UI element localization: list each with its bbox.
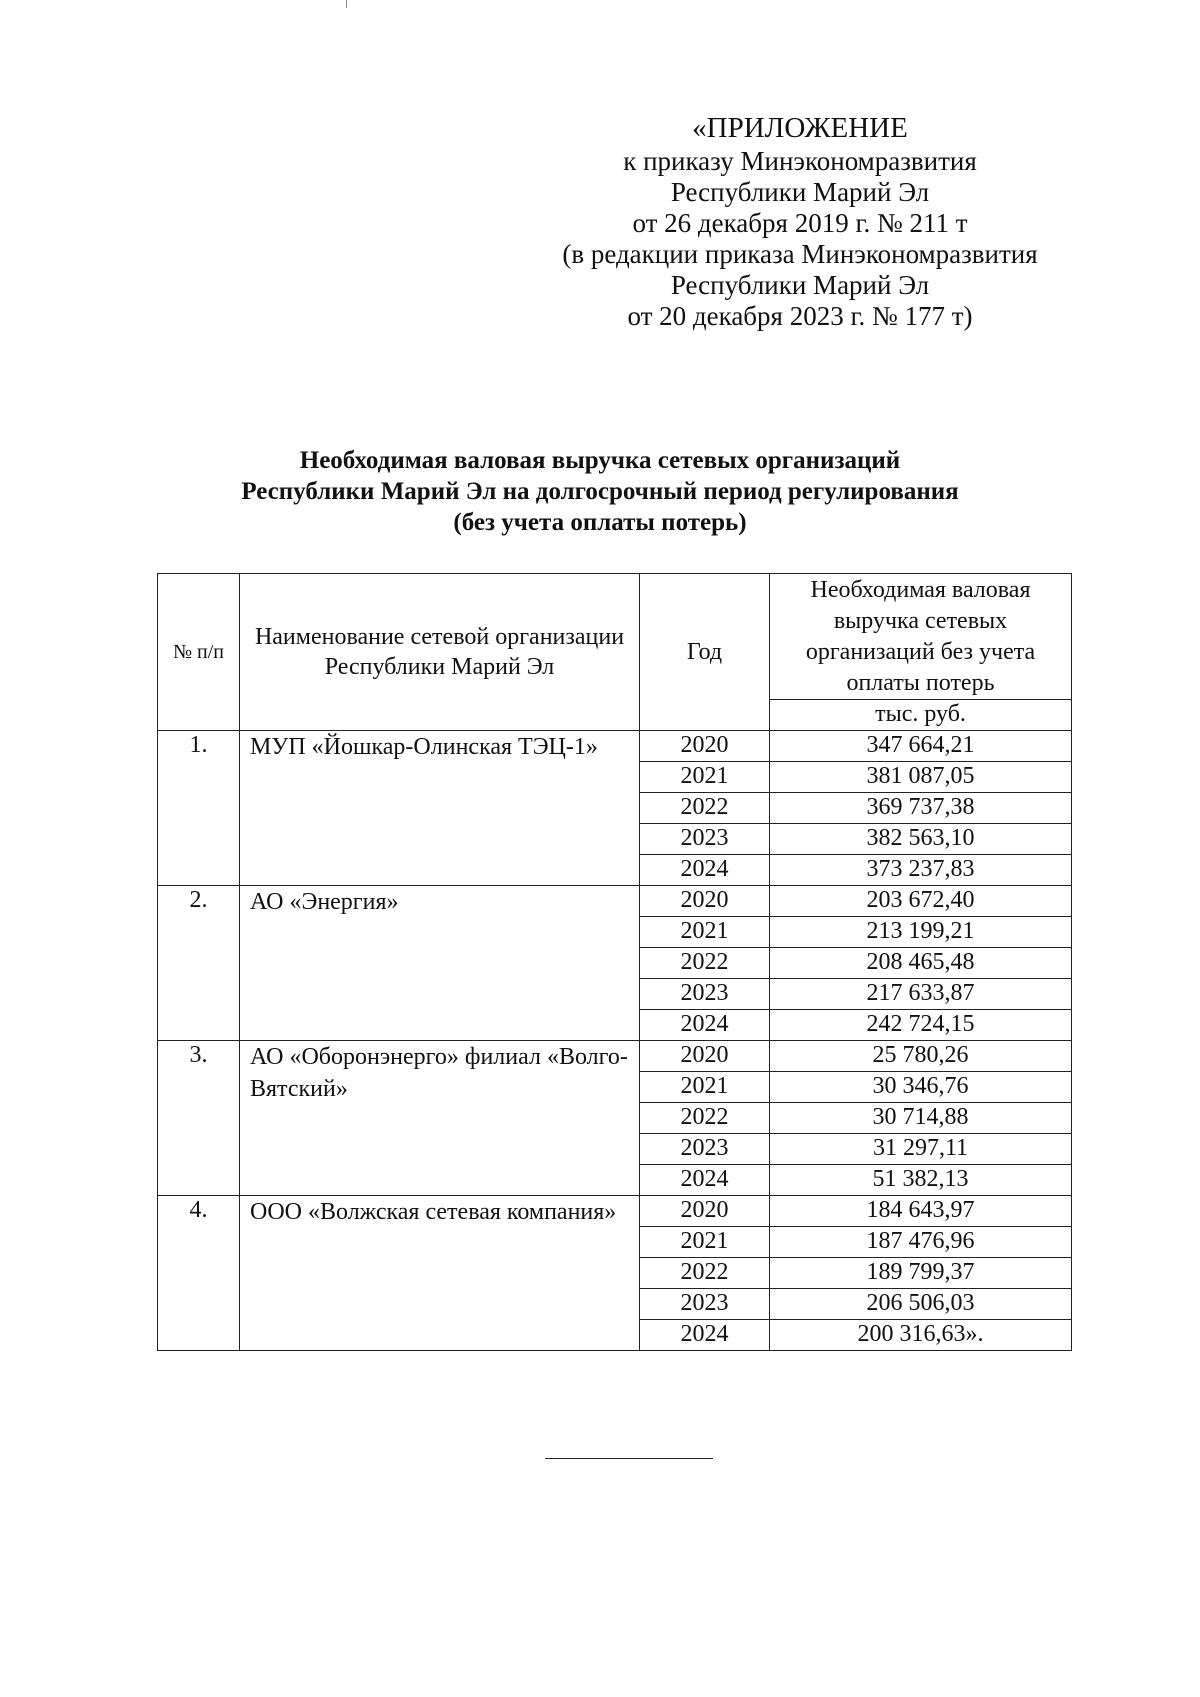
header-revenue: Необходимая валовая выручка сетевых организаций без учета оплаты потерь (770, 574, 1072, 700)
title-line: Необходимая валовая выручка сетевых организаций (299, 447, 901, 474)
revenue-value-cell: 208 465,48 (770, 948, 1072, 979)
header-year: Год (640, 574, 770, 731)
year-cell: 2022 (640, 948, 770, 979)
year-cell: 2023 (640, 979, 770, 1010)
appendix-line: (в редакции приказа Минэкономразвития (562, 239, 1038, 269)
revenue-value-cell: 25 780,26 (770, 1041, 1072, 1072)
title-line: Республики Марий Эл на долгосрочный период регулирования (241, 478, 959, 505)
year-cell: 2023 (640, 1134, 770, 1165)
year-cell: 2020 (640, 1196, 770, 1227)
revenue-value-cell: 31 297,11 (770, 1134, 1072, 1165)
year-cell: 2021 (640, 917, 770, 948)
document-title (140, 445, 1060, 538)
year-cell: 2022 (640, 1258, 770, 1289)
year-cell: 2024 (640, 1010, 770, 1041)
year-cell: 2021 (640, 762, 770, 793)
table-body (158, 574, 1072, 1351)
row-number: 2. (158, 886, 240, 1041)
revenue-table (157, 573, 1072, 1351)
year-cell: 2020 (640, 731, 770, 762)
revenue-value-cell: 381 087,05 (770, 762, 1072, 793)
year-cell: 2023 (640, 824, 770, 855)
row-number: 4. (158, 1196, 240, 1351)
year-cell: 2020 (640, 886, 770, 917)
header-row (158, 574, 1072, 700)
revenue-value-cell: 382 563,10 (770, 824, 1072, 855)
organization-name: АО «Энергия» (240, 886, 640, 1041)
revenue-value-cell: 373 237,83 (770, 855, 1072, 886)
year-cell: 2021 (640, 1072, 770, 1103)
year-cell: 2024 (640, 855, 770, 886)
appendix-line: Республики Марий Эл (670, 177, 930, 207)
year-cell: 2022 (640, 793, 770, 824)
revenue-value-cell: 200 316,63». (770, 1320, 1072, 1351)
revenue-value-cell: 369 737,38 (770, 793, 1072, 824)
organization-name: МУП «Йошкар-Олинская ТЭЦ-1» (240, 731, 640, 886)
revenue-value-cell: 203 672,40 (770, 886, 1072, 917)
revenue-value-cell: 206 506,03 (770, 1289, 1072, 1320)
year-cell: 2024 (640, 1165, 770, 1196)
scan-mark (346, 0, 347, 8)
appendix-header (530, 110, 1070, 332)
appendix-line: от 20 декабря 2023 г. № 177 т) (627, 301, 973, 331)
appendix-line: Республики Марий Эл (670, 270, 930, 300)
table-row (158, 731, 1072, 762)
revenue-value-cell: 187 476,96 (770, 1227, 1072, 1258)
row-number: 3. (158, 1041, 240, 1196)
table-row (158, 886, 1072, 917)
title-line: (без учета оплаты потерь) (453, 509, 747, 536)
footer-rule (545, 1458, 713, 1459)
revenue-value-cell: 189 799,37 (770, 1258, 1072, 1289)
organization-name: АО «Оборонэнерго» филиал «Волго-Вятский» (240, 1041, 640, 1196)
revenue-value-cell: 213 199,21 (770, 917, 1072, 948)
year-cell: 2020 (640, 1041, 770, 1072)
table-row (158, 1041, 1072, 1072)
revenue-value-cell: 51 382,13 (770, 1165, 1072, 1196)
year-cell: 2024 (640, 1320, 770, 1351)
header-number: № п/п (158, 574, 240, 731)
appendix-line: к приказу Минэкономразвития (623, 146, 977, 176)
revenue-value-cell: 347 664,21 (770, 731, 1072, 762)
revenue-value-cell: 184 643,97 (770, 1196, 1072, 1227)
year-cell: 2021 (640, 1227, 770, 1258)
revenue-value-cell: 217 633,87 (770, 979, 1072, 1010)
revenue-value-cell: 30 714,88 (770, 1103, 1072, 1134)
header-organization: Наименование сетевой организации Республики Марий Эл (240, 574, 640, 731)
organization-name: ООО «Волжская сетевая компания» (240, 1196, 640, 1351)
appendix-line: «ПРИЛОЖЕНИЕ (692, 112, 908, 144)
year-cell: 2023 (640, 1289, 770, 1320)
revenue-value-cell: 242 724,15 (770, 1010, 1072, 1041)
year-cell: 2022 (640, 1103, 770, 1134)
appendix-line: от 26 декабря 2019 г. № 211 т (632, 208, 968, 238)
row-number: 1. (158, 731, 240, 886)
header-unit: тыс. руб. (770, 700, 1072, 731)
table-row (158, 1196, 1072, 1227)
revenue-value-cell: 30 346,76 (770, 1072, 1072, 1103)
